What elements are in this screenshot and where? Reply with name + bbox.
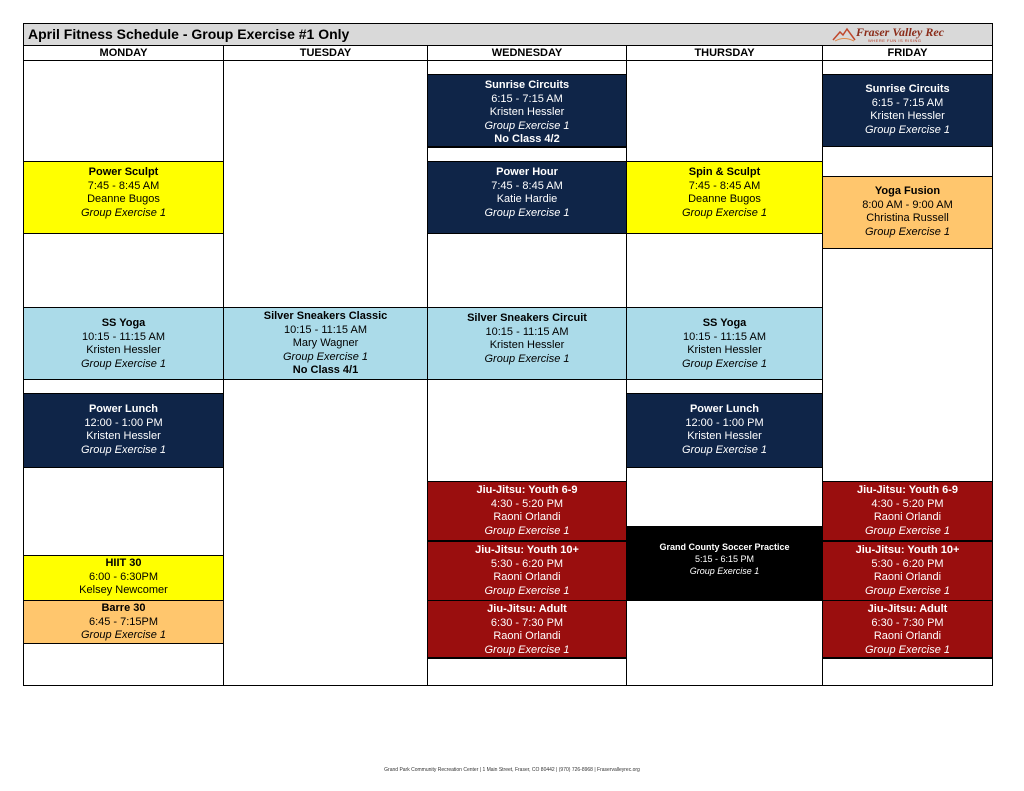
class-instructor: Kristen Hessler (86, 344, 161, 357)
class-block[interactable] (24, 600, 223, 644)
class-room: Group Exercise 1 (484, 584, 570, 597)
class-note: No Class 4/2 (494, 133, 560, 146)
logo-tagline: WHERE FUN IS RISING (868, 38, 922, 43)
class-room: Group Exercise 1 (484, 206, 570, 219)
class-instructor: Deanne Bugos (87, 193, 160, 206)
class-room: Group Exercise 1 (865, 643, 950, 656)
class-name: Grand County Soccer Practice (659, 542, 790, 552)
day-header-monday: MONDAY (99, 47, 148, 59)
class-room: Group Exercise 1 (283, 350, 368, 363)
class-name: Barre 30 (101, 602, 146, 614)
class-instructor: Christina Russell (866, 212, 949, 225)
class-block[interactable] (823, 481, 992, 541)
class-block[interactable] (428, 600, 626, 658)
class-block[interactable] (823, 74, 992, 147)
class-block[interactable] (627, 393, 822, 468)
class-name: Power Hour (496, 166, 558, 178)
class-name: Power Sculpt (88, 166, 159, 178)
class-name: Spin & Sculpt (688, 166, 761, 178)
footer-address: Grand Park Community Recreation Center | 1 Main Street, Fraser, CO 80442 | (970) 726-8968 | Fraservalleyrec.org (384, 767, 640, 773)
class-instructor: Raoni Orlandi (873, 630, 942, 643)
class-room: Group Exercise 1 (81, 206, 166, 219)
class-time: 8:00 AM - 9:00 AM (862, 198, 953, 211)
class-instructor: Kristen Hessler (687, 430, 762, 443)
header-divider (24, 60, 992, 61)
day-header-thursday: THURSDAY (694, 47, 755, 59)
class-room: Group Exercise 1 (81, 629, 166, 642)
title-bar (24, 24, 992, 46)
class-block[interactable] (428, 541, 626, 601)
class-room: Group Exercise 1 (865, 584, 950, 597)
class-block[interactable] (24, 555, 223, 601)
class-room: Group Exercise 1 (865, 225, 950, 238)
class-instructor: Kristen Hessler (489, 339, 565, 352)
class-name: Jiu-Jitsu: Adult (487, 603, 567, 615)
class-block[interactable] (24, 161, 223, 234)
row-divider (823, 658, 992, 659)
class-block[interactable] (428, 74, 626, 147)
class-instructor: Raoni Orlandi (493, 511, 561, 524)
class-instructor: Raoni Orlandi (493, 571, 561, 584)
class-time: 10:15 - 11:15 AM (485, 325, 569, 338)
class-time: 6:00 - 6:30PM (88, 570, 159, 583)
class-instructor: Raoni Orlandi (493, 630, 561, 643)
class-name: Yoga Fusion (874, 185, 941, 197)
class-name: Sunrise Circuits (484, 79, 570, 91)
class-note: No Class 4/1 (292, 364, 359, 377)
class-block[interactable] (823, 600, 992, 658)
class-name: Jiu-Jitsu: Adult (867, 603, 948, 615)
class-instructor: Kristen Hessler (870, 110, 945, 123)
class-instructor: Deanne Bugos (688, 193, 761, 206)
class-time: 10:15 - 11:15 AM (284, 323, 367, 336)
class-room: Group Exercise 1 (682, 357, 767, 370)
class-room: Group Exercise 1 (81, 443, 166, 456)
day-header-tuesday: TUESDAY (299, 47, 352, 59)
class-time: 6:45 - 7:15PM (88, 615, 159, 628)
class-room: Group Exercise 1 (484, 119, 570, 132)
class-name: Jiu-Jitsu: Youth 6-9 (476, 484, 578, 496)
class-room: Group Exercise 1 (682, 443, 767, 456)
class-time: 10:15 - 11:15 AM (683, 330, 766, 343)
day-header-friday: FRIDAY (887, 47, 928, 59)
fraser-valley-rec-logo (832, 25, 982, 44)
class-instructor: Raoni Orlandi (873, 511, 942, 524)
class-room: Group Exercise 1 (689, 566, 760, 576)
logo-text: Fraser Valley Rec (856, 25, 944, 39)
class-instructor: Kristen Hessler (687, 344, 762, 357)
class-block[interactable] (428, 481, 626, 541)
class-room: Group Exercise 1 (484, 524, 570, 537)
class-block[interactable] (627, 526, 822, 601)
class-instructor: Katie Hardie (496, 193, 558, 206)
class-time: 5:30 - 6:20 PM (490, 557, 564, 570)
class-block[interactable] (224, 307, 427, 380)
class-time: 7:45 - 8:45 AM (87, 179, 160, 192)
class-time: 5:30 - 6:20 PM (871, 557, 944, 570)
class-instructor: Mary Wagner (292, 337, 359, 350)
class-time: 4:30 - 5:20 PM (871, 497, 944, 510)
class-name: Power Lunch (689, 403, 760, 415)
row-divider (428, 658, 626, 659)
class-time: 6:30 - 7:30 PM (871, 616, 944, 629)
class-instructor: Kelsey Newcomer (79, 584, 168, 597)
class-name: Jiu-Jitsu: Youth 6-9 (856, 484, 959, 496)
page-title: April Fitness Schedule - Group Exercise #1 Only (28, 26, 350, 42)
class-instructor: Raoni Orlandi (873, 571, 942, 584)
row-divider (428, 147, 626, 148)
class-block[interactable] (24, 393, 223, 468)
class-time: 6:15 - 7:15 AM (871, 96, 944, 109)
class-name: HIIT 30 (105, 557, 142, 569)
class-time: 4:30 - 5:20 PM (490, 497, 564, 510)
class-room: Group Exercise 1 (81, 357, 166, 370)
class-block[interactable] (627, 161, 822, 234)
class-name: SS Yoga (702, 317, 747, 329)
class-time: 10:15 - 11:15 AM (82, 330, 165, 343)
class-name: Power Lunch (88, 403, 159, 415)
class-time: 7:45 - 8:45 AM (491, 179, 563, 192)
class-room: Group Exercise 1 (865, 123, 950, 136)
class-name: Jiu-Jitsu: Youth 10+ (855, 544, 960, 556)
class-block[interactable] (823, 176, 992, 249)
class-time: 7:45 - 8:45 AM (688, 179, 761, 192)
class-instructor: Kristen Hessler (489, 106, 565, 119)
class-name: Silver Sneakers Circuit (467, 312, 587, 324)
class-block[interactable] (24, 307, 223, 380)
mountain-logo-icon (832, 26, 856, 44)
day-header-wednesday: WEDNESDAY (491, 47, 563, 59)
class-room: Group Exercise 1 (484, 643, 570, 656)
class-block[interactable] (428, 307, 626, 380)
class-instructor: Kristen Hessler (86, 430, 161, 443)
class-name: Jiu-Jitsu: Youth 10+ (475, 544, 579, 556)
class-block[interactable] (823, 541, 992, 601)
class-room: Group Exercise 1 (682, 206, 767, 219)
class-block[interactable] (627, 307, 822, 380)
class-time: 5:15 - 6:15 PM (694, 554, 755, 564)
class-time: 12:00 - 1:00 PM (685, 416, 764, 429)
class-time: 6:15 - 7:15 AM (491, 92, 563, 105)
class-name: SS Yoga (101, 317, 146, 329)
class-time: 6:30 - 7:30 PM (490, 616, 564, 629)
schedule-sheet (23, 23, 993, 686)
class-name: Silver Sneakers Classic (263, 310, 388, 322)
class-room: Group Exercise 1 (865, 524, 950, 537)
class-time: 12:00 - 1:00 PM (84, 416, 163, 429)
class-name: Sunrise Circuits (865, 83, 950, 95)
class-block[interactable] (428, 161, 626, 234)
class-room: Group Exercise 1 (484, 352, 570, 365)
